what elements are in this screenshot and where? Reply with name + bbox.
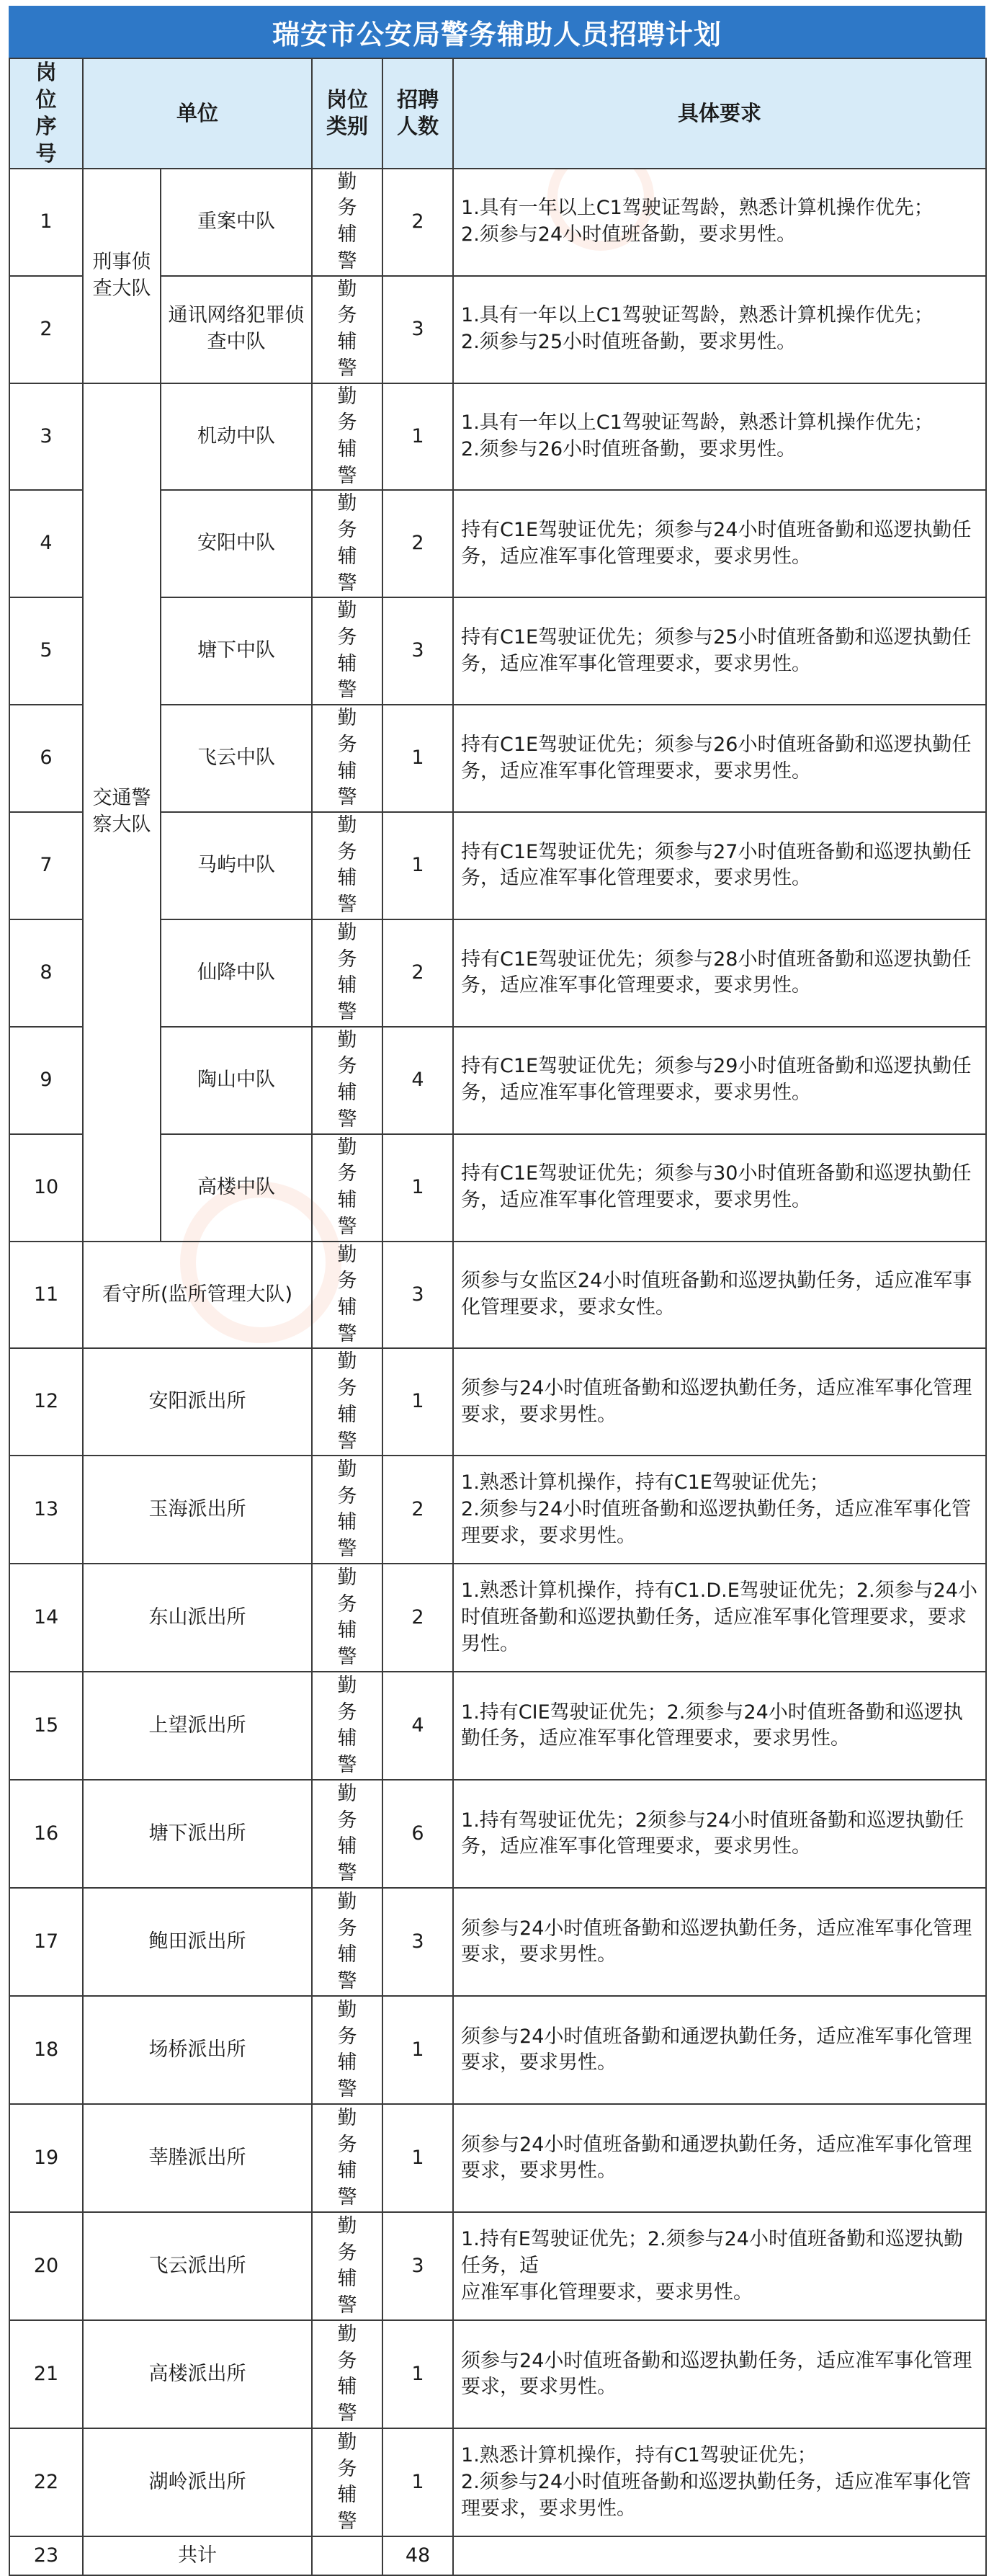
post-type: 勤务辅警 <box>312 1134 382 1242</box>
requirement-line: 持有C1E驾驶证优先；须参与26小时值班备勤和巡逻执勤任务，适应准军事化管理要求，要求男性。 <box>461 733 972 783</box>
post-type: 勤务辅警 <box>312 1780 382 1888</box>
requirement-line: 1.熟悉计算机操作，持有C1.D.E驾驶证优先；2.须参与24小时值班备勤和巡逻执勤任务，适应准军事化管理要求，要求男性。 <box>461 1579 977 1655</box>
unit-name: 看守所(监所管理大队) <box>83 1242 312 1349</box>
post-number: 18 <box>9 1996 83 2104</box>
requirement-line: 2.须参与24小时值班备勤和巡逻执勤任务，适应准军事化管理要求，要求男性。 <box>461 1497 972 1547</box>
requirements <box>453 1780 986 1888</box>
requirement-line: 1.熟悉计算机操作，持有C1驾驶证优先； <box>461 2444 817 2467</box>
unit-name: 上望派出所 <box>83 1672 312 1780</box>
table-header-row <box>9 58 986 169</box>
post-number: 17 <box>9 1888 83 1996</box>
requirement-line: 持有C1E驾驶证优先；须参与29小时值班备勤和巡逻执勤任务，适应准军事化管理要求，要求男性。 <box>461 1055 972 1105</box>
post-number: 14 <box>9 1564 83 1672</box>
requirements <box>453 2212 986 2320</box>
group-criminal-investigation: 刑事侦查大队 <box>83 169 161 383</box>
post-number: 19 <box>9 2104 83 2212</box>
unit-name: 马屿中队 <box>161 812 312 919</box>
requirement-line: 2.须参与24小时值班备勤和巡逻执勤任务，适应准军事化管理要求，要求男性。 <box>461 2470 972 2520</box>
unit-name: 仙降中队 <box>161 919 312 1027</box>
recruitment-table <box>9 58 987 2576</box>
requirement-line: 持有C1E驾驶证优先；须参与30小时值班备勤和巡逻执勤任务，适应准军事化管理要求，要求男性。 <box>461 1162 972 1212</box>
post-type: 勤务辅警 <box>312 1564 382 1672</box>
requirements <box>453 1564 986 1672</box>
header-unit: 单位 <box>83 58 312 169</box>
unit-name: 塘下派出所 <box>83 1780 312 1888</box>
header-requirements: 具体要求 <box>453 58 986 169</box>
requirements <box>453 1027 986 1134</box>
headcount: 3 <box>382 1888 453 1996</box>
requirement-line: 持有C1E驾驶证优先；须参与25小时值班备勤和巡逻执勤任务，适应准军事化管理要求，要求男性。 <box>461 625 972 675</box>
post-type: 勤务辅警 <box>312 2320 382 2428</box>
requirement-line: 1.熟悉计算机操作，持有C1E驾驶证优先； <box>461 1471 829 1494</box>
headcount: 4 <box>382 1027 453 1134</box>
requirements <box>453 1672 986 1780</box>
unit-name: 玉海派出所 <box>83 1456 312 1564</box>
post-type: 勤务辅警 <box>312 2212 382 2320</box>
post-type: 勤务辅警 <box>312 919 382 1027</box>
post-number: 20 <box>9 2212 83 2320</box>
post-number: 1 <box>9 169 83 276</box>
requirement-line: 1.具有一年以上C1驾驶证驾龄，熟悉计算机操作优先； <box>461 411 933 434</box>
post-type: 勤务辅警 <box>312 597 382 705</box>
headcount: 2 <box>382 169 453 276</box>
post-number: 5 <box>9 597 83 705</box>
table-row <box>9 1996 986 2104</box>
headcount: 1 <box>382 1348 453 1456</box>
requirements <box>453 1348 986 1456</box>
post-type: 勤务辅警 <box>312 383 382 491</box>
table-row <box>9 1564 986 1672</box>
requirements <box>453 2104 986 2212</box>
table-row <box>9 2428 986 2536</box>
unit-name: 湖岭派出所 <box>83 2428 312 2536</box>
post-type: 勤务辅警 <box>312 490 382 597</box>
headcount: 2 <box>382 1456 453 1564</box>
table-row <box>9 1672 986 1780</box>
requirements <box>453 383 986 491</box>
post-number: 10 <box>9 1134 83 1242</box>
requirements <box>453 812 986 919</box>
requirement-line: 2.须参与26小时值班备勤，要求男性。 <box>461 437 797 460</box>
total-row <box>9 2536 986 2575</box>
total-label: 共计 <box>83 2536 312 2575</box>
post-type: 勤务辅警 <box>312 1027 382 1134</box>
header-post-number: 岗位序号 <box>9 58 83 169</box>
headcount: 6 <box>382 1780 453 1888</box>
header-post-type: 岗位类别 <box>312 58 382 169</box>
post-type: 勤务辅警 <box>312 1242 382 1349</box>
unit-name: 安阳派出所 <box>83 1348 312 1456</box>
post-type: 勤务辅警 <box>312 1888 382 1996</box>
post-number: 12 <box>9 1348 83 1456</box>
requirements <box>453 169 986 276</box>
table-row <box>9 1348 986 1456</box>
table-row <box>9 2104 986 2212</box>
post-type: 勤务辅警 <box>312 169 382 276</box>
headcount: 2 <box>382 490 453 597</box>
total-post-number: 23 <box>9 2536 83 2575</box>
requirement-line: 持有C1E驾驶证优先；须参与27小时值班备勤和巡逻执勤任务，适应准军事化管理要求，要求男性。 <box>461 840 972 890</box>
post-type: 勤务辅警 <box>312 1456 382 1564</box>
post-type: 勤务辅警 <box>312 1996 382 2104</box>
unit-name: 高楼中队 <box>161 1134 312 1242</box>
requirement-line: 持有C1E驾驶证优先；须参与28小时值班备勤和巡逻执勤任务，适应准军事化管理要求，要求男性。 <box>461 948 972 997</box>
requirements <box>453 2320 986 2428</box>
headcount: 1 <box>382 2320 453 2428</box>
post-number: 21 <box>9 2320 83 2428</box>
post-number: 7 <box>9 812 83 919</box>
post-type: 勤务辅警 <box>312 812 382 919</box>
post-number: 22 <box>9 2428 83 2536</box>
headcount: 1 <box>382 705 453 812</box>
unit-name: 安阳中队 <box>161 490 312 597</box>
headcount: 3 <box>382 2212 453 2320</box>
unit-name: 鲍田派出所 <box>83 1888 312 1996</box>
post-number: 4 <box>9 490 83 597</box>
post-number: 9 <box>9 1027 83 1134</box>
post-number: 2 <box>9 276 83 383</box>
unit-name: 通讯网络犯罪侦查中队 <box>161 276 312 383</box>
requirement-line: 应准军事化管理要求，要求男性。 <box>461 2281 753 2304</box>
post-number: 3 <box>9 383 83 491</box>
table-row <box>9 169 986 276</box>
table-row <box>9 1888 986 1996</box>
requirements <box>453 705 986 812</box>
page-title: 瑞安市公安局警务辅助人员招聘计划 <box>9 6 985 58</box>
requirements <box>453 2428 986 2536</box>
post-type: 勤务辅警 <box>312 1348 382 1456</box>
headcount: 2 <box>382 919 453 1027</box>
unit-name: 塘下中队 <box>161 597 312 705</box>
requirements <box>453 1888 986 1996</box>
post-number: 11 <box>9 1242 83 1349</box>
headcount: 3 <box>382 1242 453 1349</box>
requirement-line: 1.具有一年以上C1驾驶证驾龄，熟悉计算机操作优先； <box>461 197 933 220</box>
table-row <box>9 383 986 491</box>
headcount: 1 <box>382 1996 453 2104</box>
unit-name: 场桥派出所 <box>83 1996 312 2104</box>
post-type: 勤务辅警 <box>312 276 382 383</box>
header-headcount: 招聘人数 <box>382 58 453 169</box>
requirements <box>453 919 986 1027</box>
requirements <box>453 1242 986 1349</box>
requirement-line: 2.须参与24小时值班备勤，要求男性。 <box>461 223 797 246</box>
table-row <box>9 1780 986 1888</box>
headcount: 2 <box>382 1564 453 1672</box>
unit-name: 机动中队 <box>161 383 312 491</box>
headcount: 1 <box>382 1134 453 1242</box>
post-type: 勤务辅警 <box>312 705 382 812</box>
requirement-line: 持有C1E驾驶证优先；须参与24小时值班备勤和巡逻执勤任务，适应准军事化管理要求，要求男性。 <box>461 519 972 568</box>
headcount: 3 <box>382 276 453 383</box>
post-number: 6 <box>9 705 83 812</box>
unit-name: 莘塍派出所 <box>83 2104 312 2212</box>
post-type: 勤务辅警 <box>312 1672 382 1780</box>
requirement-line: 1.持有E驾驶证优先；2.须参与24小时值班备勤和巡逻执勤任务，适 <box>461 2228 963 2277</box>
requirement-line: 须参与女监区24小时值班备勤和巡逻执勤任务，适应准军事化管理要求，要求女性。 <box>461 1270 972 1319</box>
unit-name: 东山派出所 <box>83 1564 312 1672</box>
requirement-line: 1.具有一年以上C1驾驶证驾龄，熟悉计算机操作优先； <box>461 304 933 327</box>
requirements <box>453 1996 986 2104</box>
headcount: 3 <box>382 597 453 705</box>
post-number: 8 <box>9 919 83 1027</box>
unit-name: 飞云派出所 <box>83 2212 312 2320</box>
post-number: 16 <box>9 1780 83 1888</box>
total-type-empty <box>312 2536 382 2575</box>
requirements <box>453 276 986 383</box>
post-type: 勤务辅警 <box>312 2428 382 2536</box>
requirements <box>453 490 986 597</box>
headcount: 1 <box>382 383 453 491</box>
headcount: 1 <box>382 2428 453 2536</box>
unit-name: 重案中队 <box>161 169 312 276</box>
requirement-line: 须参与24小时值班备勤和巡逻执勤任务，适应准军事化管理要求，要求男性。 <box>461 1377 972 1426</box>
total-headcount: 48 <box>382 2536 453 2575</box>
table-row <box>9 1456 986 1564</box>
requirements <box>453 597 986 705</box>
requirement-line: 须参与24小时值班备勤和巡逻执勤任务，适应准军事化管理要求，要求男性。 <box>461 1917 972 1966</box>
requirements <box>453 1456 986 1564</box>
table-row <box>9 2212 986 2320</box>
post-number: 13 <box>9 1456 83 1564</box>
requirement-line: 1.持有驾驶证优先；2须参与24小时值班备勤和巡逻执勤任务，适应准军事化管理要求，要求男性。 <box>461 1809 964 1858</box>
unit-name: 陶山中队 <box>161 1027 312 1134</box>
requirements <box>453 1134 986 1242</box>
group-traffic-police: 交通警察大队 <box>83 383 161 1242</box>
requirement-line: 须参与24小时值班备勤和通逻执勤任务，适应准军事化管理要求，要求男性。 <box>461 2025 972 2074</box>
unit-name: 飞云中队 <box>161 705 312 812</box>
headcount: 1 <box>382 812 453 919</box>
total-requirements-empty <box>453 2536 986 2575</box>
post-number: 15 <box>9 1672 83 1780</box>
post-type: 勤务辅警 <box>312 2104 382 2212</box>
headcount: 1 <box>382 2104 453 2212</box>
table-row <box>9 2320 986 2428</box>
table-row <box>9 1242 986 1349</box>
requirement-line: 须参与24小时值班备勤和通逻执勤任务，适应准军事化管理要求，要求男性。 <box>461 2133 972 2183</box>
requirement-line: 须参与24小时值班备勤和巡逻执勤任务，适应准军事化管理要求，要求男性。 <box>461 2349 972 2399</box>
requirement-line: 1.持有CIE驾驶证优先；2.须参与24小时值班备勤和巡逻执勤任务，适应准军事化管理要求，要求男性。 <box>461 1701 963 1750</box>
requirement-line: 2.须参与25小时值班备勤，要求男性。 <box>461 331 797 354</box>
unit-name: 高楼派出所 <box>83 2320 312 2428</box>
headcount: 4 <box>382 1672 453 1780</box>
